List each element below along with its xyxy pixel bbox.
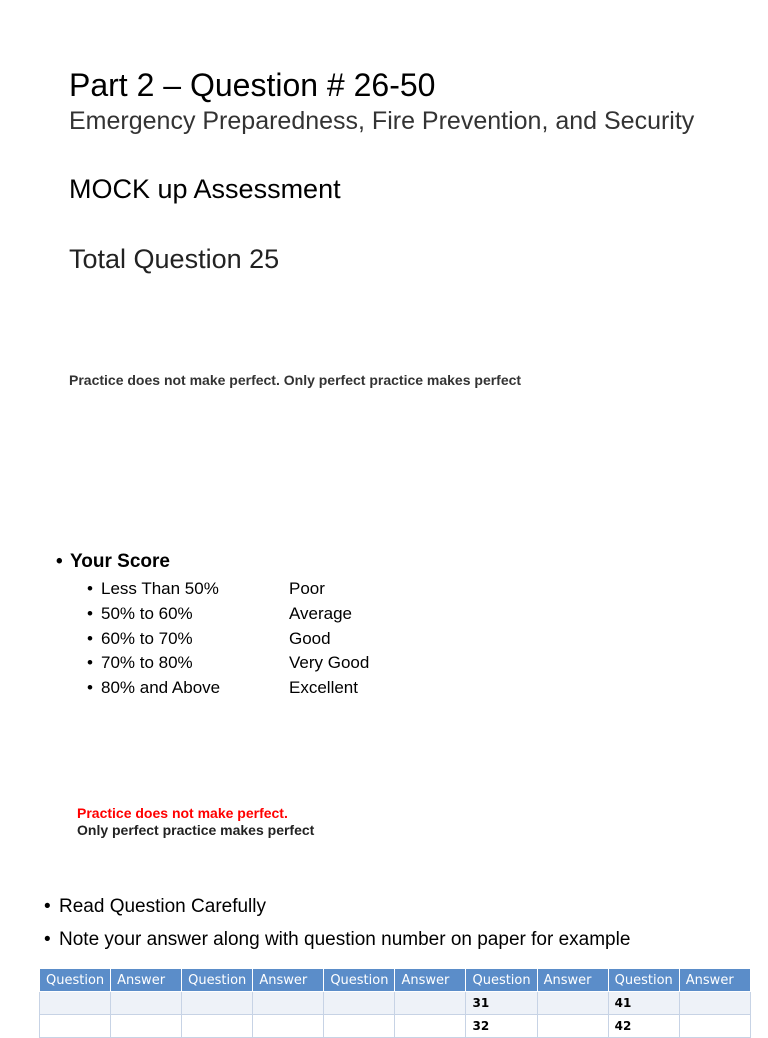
column-header: Answer	[253, 969, 324, 992]
total-questions: Total Question 25	[69, 244, 280, 274]
score-rating: Average	[289, 603, 353, 623]
table-cell	[40, 1015, 111, 1038]
score-range: 60% to 70%	[101, 628, 193, 648]
practice-quote: Practice does not make perfect. Only perfect practice makes perfect	[69, 372, 522, 388]
bullet-icon: •	[56, 551, 63, 572]
table-cell	[182, 1015, 253, 1038]
score-rating: Excellent	[289, 678, 358, 698]
table-row	[40, 992, 751, 1015]
score-section	[56, 549, 369, 701]
practice-quote-line2: Only perfect practice makes perfect	[77, 822, 315, 838]
score-rating: Good	[289, 628, 331, 648]
bullet-icon: •	[44, 896, 51, 917]
column-header: Question	[466, 969, 537, 992]
score-levels	[56, 577, 369, 701]
table-cell	[395, 992, 466, 1015]
assessment-heading: MOCK up Assessment	[69, 174, 341, 204]
table-cell	[679, 992, 750, 1015]
table-header-row	[40, 969, 751, 992]
score-level	[56, 602, 369, 627]
bullet-icon: •	[87, 678, 93, 698]
column-header: Question	[182, 969, 253, 992]
table-cell	[537, 1015, 608, 1038]
table-cell: 41	[608, 992, 679, 1015]
instruction-item: • Note your answer along with question number on paper for example	[44, 923, 630, 956]
table-cell	[324, 992, 395, 1015]
table-cell	[111, 1015, 182, 1038]
answer-table	[39, 968, 751, 1038]
bullet-icon: •	[87, 628, 93, 648]
column-header: Question	[324, 969, 395, 992]
score-level	[56, 577, 369, 602]
bullet-icon: •	[87, 603, 93, 623]
column-header: Answer	[537, 969, 608, 992]
table-cell: 32	[466, 1015, 537, 1038]
instructions-list	[44, 890, 630, 956]
column-header: Question	[608, 969, 679, 992]
column-header: Answer	[679, 969, 750, 992]
column-header: Question	[40, 969, 111, 992]
table-cell	[395, 1015, 466, 1038]
bullet-icon: •	[87, 579, 93, 598]
column-header: Answer	[111, 969, 182, 992]
practice-quote-two	[77, 805, 314, 839]
table-cell	[182, 992, 253, 1015]
column-header: Answer	[395, 969, 466, 992]
score-range: 80% and Above	[101, 678, 221, 698]
table-cell	[111, 992, 182, 1015]
table-cell	[253, 1015, 324, 1038]
bullet-icon: •	[87, 653, 93, 673]
score-heading: • Your Score	[56, 549, 369, 575]
table-cell: 42	[608, 1015, 679, 1038]
instruction-item: • Read Question Carefully	[44, 890, 630, 923]
score-range: 50% to 60%	[101, 603, 193, 623]
score-rating: Poor	[289, 579, 325, 598]
table-cell	[324, 1015, 395, 1038]
score-level	[56, 627, 369, 652]
table-cell	[253, 992, 324, 1015]
score-level	[56, 651, 369, 676]
bullet-icon: •	[44, 929, 51, 950]
score-range: 70% to 80%	[101, 653, 193, 673]
page-title: Part 2 – Question # 26-50	[69, 67, 436, 103]
page-subtitle: Emergency Preparedness, Fire Prevention, and Security	[69, 107, 695, 135]
table-row	[40, 1015, 751, 1038]
score-level	[56, 676, 369, 701]
practice-quote-line1: Practice does not make perfect.	[77, 805, 288, 821]
table-cell	[537, 992, 608, 1015]
table-cell	[40, 992, 111, 1015]
table-cell	[679, 1015, 750, 1038]
score-range: Less Than 50%	[101, 579, 219, 598]
table-cell: 31	[466, 992, 537, 1015]
score-rating: Very Good	[289, 653, 370, 673]
